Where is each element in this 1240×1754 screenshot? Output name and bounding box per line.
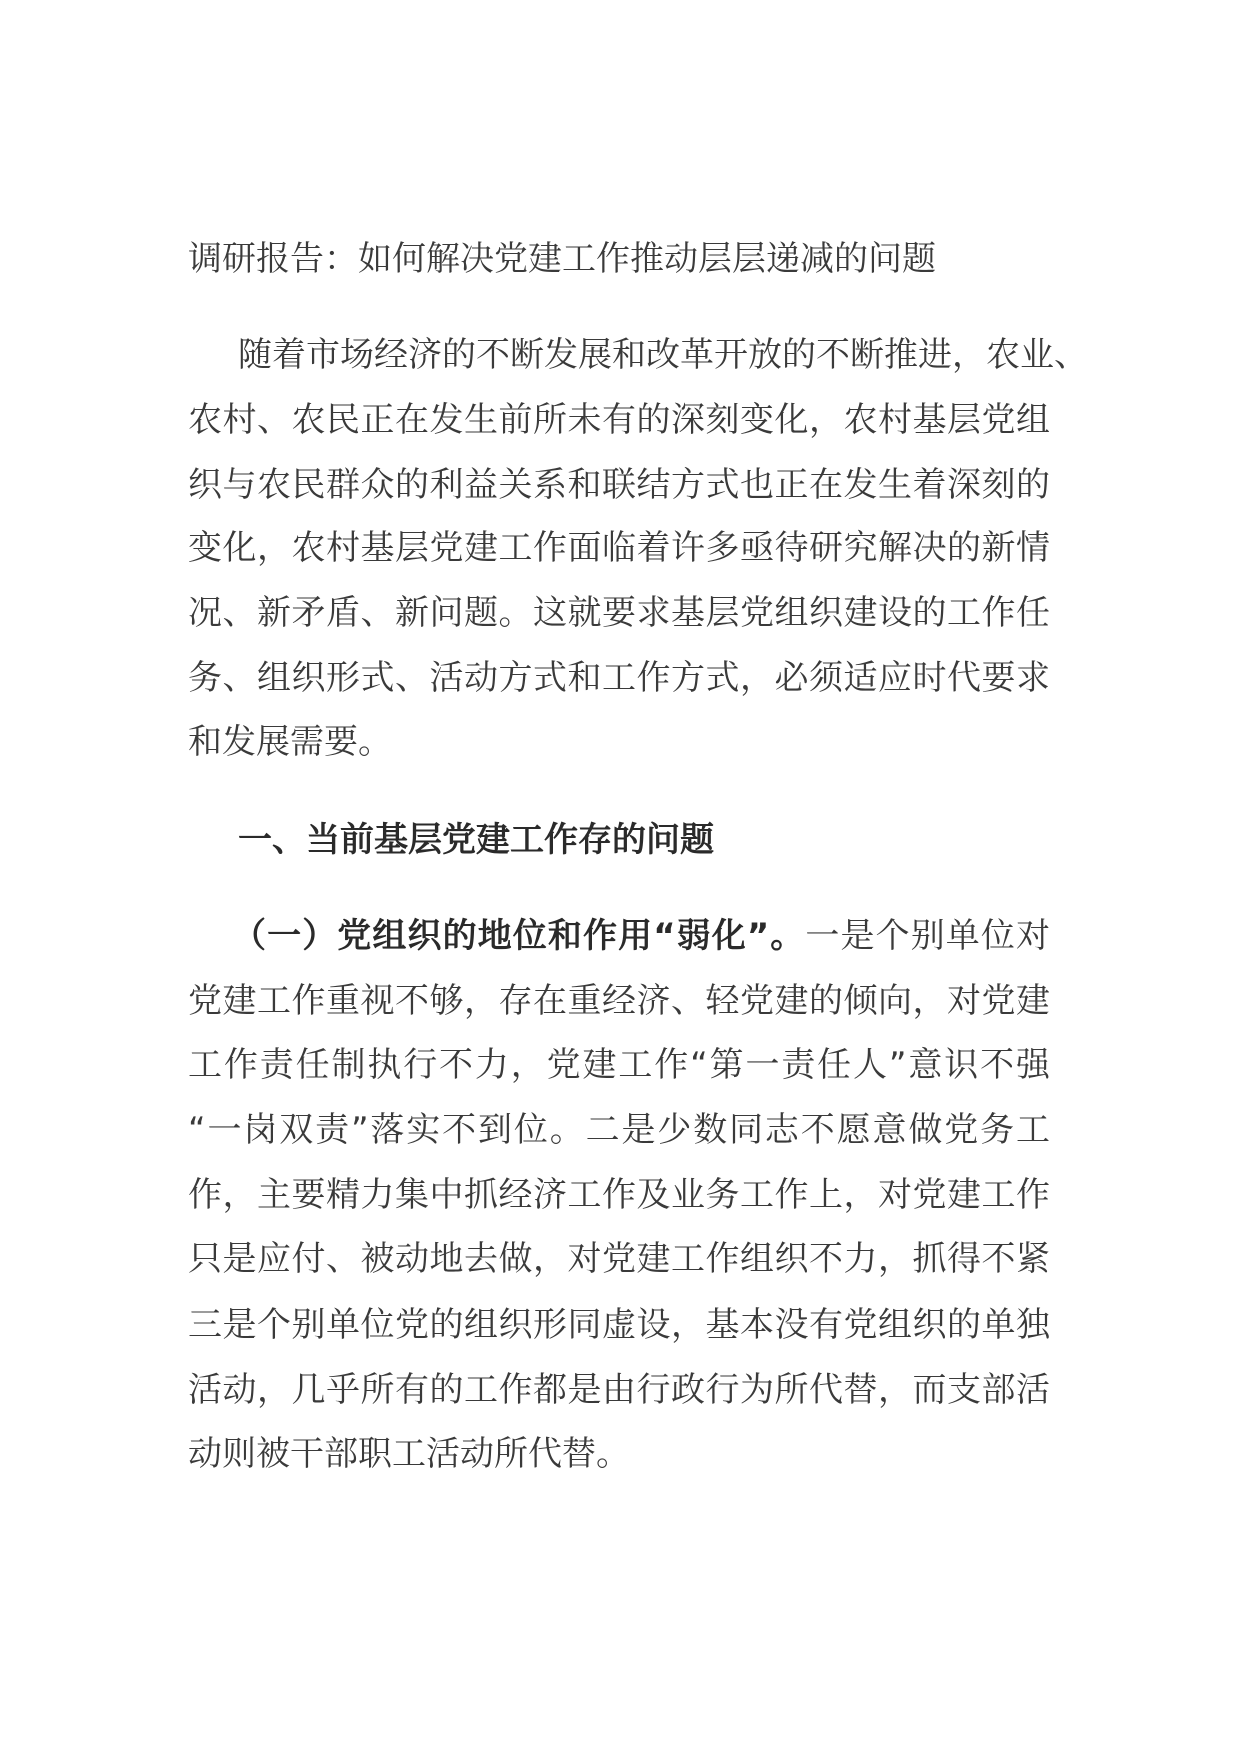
- paragraph-line: 作，主要精力集中抓经济工作及业务工作上，对党建工作: [188, 1175, 1050, 1215]
- paragraph-line: 务、组织形式、活动方式和工作方式，必须适应时代要求: [188, 658, 1050, 698]
- paragraph-line: 农村、农民正在发生前所未有的深刻变化，农村基层党组: [188, 400, 1050, 440]
- paragraph-line: “一岗双责”落实不到位。二是少数同志不愿意做党务工: [188, 1110, 1050, 1150]
- paragraph-line: 和发展需要。: [188, 722, 392, 762]
- paragraph-line: 党建工作重视不够，存在重经济、轻党建的倾向，对党建: [188, 981, 1050, 1021]
- paragraph-line: 动则被干部职工活动所代替。: [188, 1434, 630, 1474]
- subsection-heading: （一）党组织的地位和作用“弱化”。: [232, 916, 806, 956]
- document-title: 调研报告：如何解决党建工作推动层层递减的问题: [188, 239, 936, 279]
- paragraph-line: 三是个别单位党的组织形同虚设，基本没有党组织的单独: [188, 1305, 1050, 1345]
- paragraph-line: 工作责任制执行不力，党建工作“第一责任人”意识不强: [188, 1045, 1050, 1085]
- paragraph-text: 一是个别单位对: [805, 916, 1050, 956]
- paragraph-line: 活动，几乎所有的工作都是由行政行为所代替，而支部活: [188, 1370, 1050, 1410]
- paragraph-line: 只是应付、被动地去做，对党建工作组织不力，抓得不紧: [188, 1239, 1050, 1279]
- paragraph-line: 况、新矛盾、新问题。这就要求基层党组织建设的工作任: [188, 593, 1050, 633]
- paragraph-line: [232, 914, 1050, 958]
- paragraph-line: 织与农民群众的利益关系和联结方式也正在发生着深刻的: [188, 465, 1050, 505]
- paragraph-line: 随着市场经济的不断发展和改革开放的不断推进，农业、: [238, 335, 1088, 375]
- paragraph-line: 变化，农村基层党建工作面临着许多亟待研究解决的新情: [188, 528, 1050, 568]
- section-heading: 一、当前基层党建工作存的问题: [238, 820, 714, 860]
